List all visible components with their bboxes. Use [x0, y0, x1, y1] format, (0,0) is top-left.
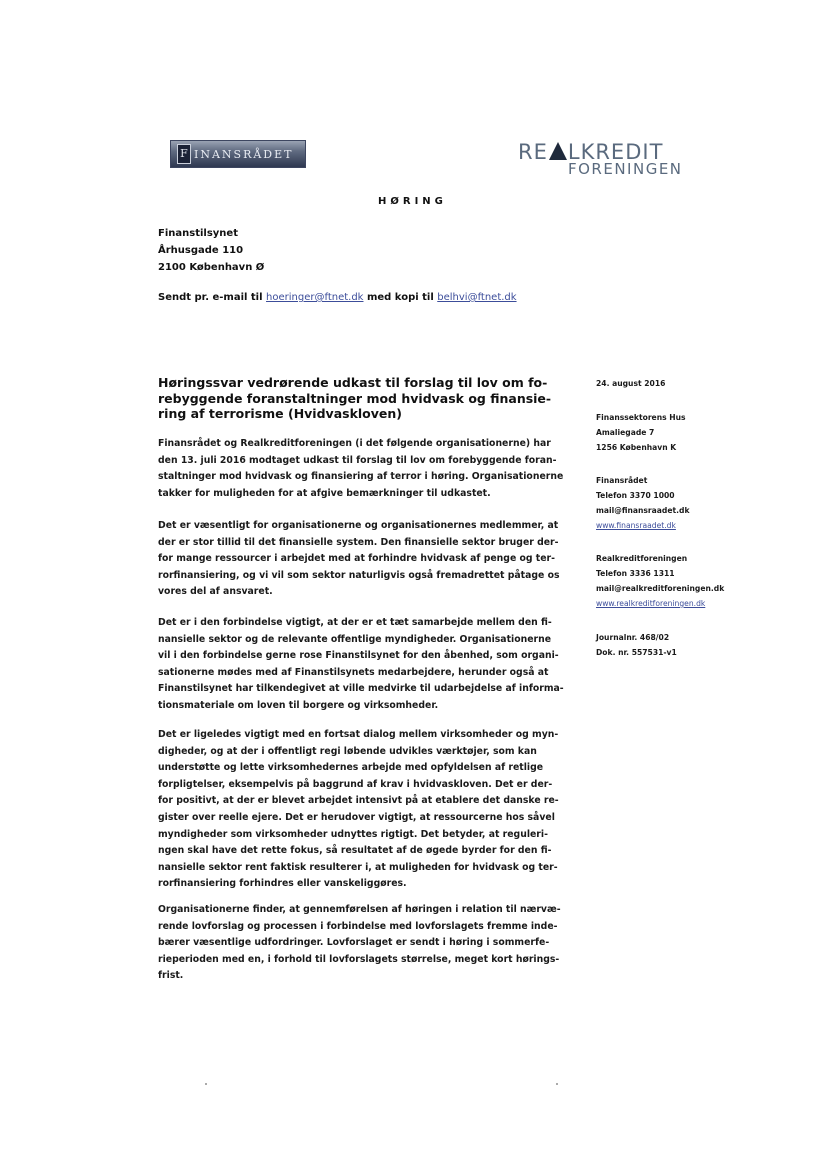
text-line: tionsmateriale om loven til borgere og virksomheder.	[158, 699, 439, 711]
realkredit-contact	[596, 551, 724, 611]
finansraadet-web-link[interactable]: www.finansraadet.dk	[596, 521, 676, 530]
email-link-belhvi[interactable]: belhvi@ftnet.dk	[437, 292, 517, 303]
text-line: Finanstilsynet har tilkendegivet at ville medvirke til udarbejdelse af informa-	[158, 683, 564, 695]
text-line: der er stor tillid til det finansielle system. Den finansielle sektor bruger der-	[158, 536, 559, 548]
heading-line: Høringssvar vedrørende udkast til forslag til lov om fo-	[158, 375, 548, 390]
letter-date: 24. august 2016	[596, 379, 666, 388]
address-block	[596, 410, 686, 455]
heading-line: ring af terrorisme (Hvidvaskloven)	[158, 406, 402, 421]
scan-speck	[205, 1083, 207, 1085]
text-line: rieperioden med en, i forhold til lovforslagets størrelse, meget kort hørings-	[158, 953, 560, 965]
realkredit-logo-re: RE	[518, 140, 548, 164]
scan-speck	[556, 1083, 558, 1085]
paragraph-1	[158, 436, 563, 502]
text-line: understøtte og lette virksomhedernes arbejde med opfyldelsen af retlige	[158, 762, 544, 774]
text-line: ngen skal have det rette fokus, så resultatet af de øgede byrder for den fi-	[158, 845, 552, 857]
realkredit-logo-line2: FORENINGEN	[568, 160, 683, 178]
contact-phone: Telefon 3370 1000	[596, 491, 675, 500]
text-line: gister over reelle ejere. Det er herudover vigtigt, at ressourcerne hos såvel	[158, 811, 555, 823]
document-title: HØRING	[378, 196, 447, 207]
paragraph-5	[158, 902, 563, 985]
recipient-city: 2100 København Ø	[158, 262, 265, 273]
text-line: sationerne mødes med af Finanstilsynets medarbejdere, herunder også at	[158, 666, 549, 678]
text-line: for positivt, at der er blevet arbejdet intensivt på at etablere det danske re-	[158, 795, 559, 807]
recipient-name: Finanstilsynet	[158, 228, 238, 239]
text-line: bærer væsentlige udfordringer. Lovforslaget er sendt i høring i sommerfe-	[158, 937, 550, 949]
text-line: vil i den forbindelse gerne rose Finanstilsynet for den åbenhed, som organi-	[158, 650, 559, 662]
text-line: Det er i den forbindelse vigtigt, at der er et tæt samarbejde mellem den fi-	[158, 617, 552, 628]
finansraadet-contact	[596, 473, 690, 533]
sent-prefix: Sendt pr. e-mail til	[158, 292, 263, 303]
finansraadet-logo-initial: F	[177, 144, 191, 164]
sent-line	[158, 292, 517, 303]
text-line: rende lovforslag og processen i forbindelse med lovforslagets fremme inde-	[158, 920, 558, 932]
realkredit-logo-lkredit: LKREDIT	[567, 140, 664, 164]
text-line: frist.	[158, 970, 184, 982]
paragraph-3	[158, 615, 563, 715]
text-line: Organisationerne finder, at gennemførelsen af høringen i relation til nærvæ-	[158, 904, 561, 915]
address-line: Finanssektorens Hus	[596, 413, 686, 422]
realkredit-web-link[interactable]: www.realkreditforeningen.dk	[596, 599, 706, 608]
letter-heading	[158, 375, 558, 422]
text-line: digheder, og at der i offentligt regi løbende udvikles værktøjer, som kan	[158, 745, 537, 757]
text-line: vores del af ansvaret.	[158, 586, 273, 598]
text-line: rorfinansiering, og vi vil som sektor naturligvis også fremadrettet påtage os	[158, 569, 560, 581]
reference-block	[596, 630, 677, 660]
text-line: Det er væsentligt for organisationerne og organisationernes medlemmer, at	[158, 520, 559, 531]
email-link-hoeringer[interactable]: hoeringer@ftnet.dk	[266, 292, 364, 303]
contact-email: mail@finansraadet.dk	[596, 506, 690, 515]
document-number: Dok. nr. 557531-v1	[596, 648, 677, 657]
text-line: staltninger mod hvidvask og finansiering af terror i høring. Organisationerne	[158, 471, 564, 483]
address-line: 1256 København K	[596, 443, 677, 452]
contact-org-name: Realkreditforeningen	[596, 554, 688, 563]
finansraadet-logo-text: INANSRÅDET	[194, 147, 294, 161]
sent-middle: med kopi til	[366, 292, 434, 303]
contact-email: mail@realkreditforeningen.dk	[596, 584, 725, 593]
paragraph-4	[158, 727, 563, 893]
recipient-street: Århusgade 110	[158, 245, 244, 256]
text-line: takker for muligheden for at afgive bemærkninger til udkastet.	[158, 487, 491, 499]
contact-org-name: Finansrådet	[596, 476, 648, 485]
text-line: den 13. juli 2016 modtaget udkast til forslag til lov om forebyggende foran-	[158, 454, 557, 466]
journal-number: Journalnr. 468/02	[596, 633, 670, 642]
paragraph-2	[158, 518, 563, 601]
text-line: rorfinansiering forhindres eller vanskeliggøres.	[158, 878, 407, 890]
text-line: nansielle sektor og de relevante offentlige myndigheder. Organisationerne	[158, 633, 552, 645]
text-line: for mange ressourcer i arbejdet med at forhindre hvidvask af penge og ter-	[158, 553, 555, 565]
text-line: myndigheder som virksomheder udnyttes rigtigt. Det betyder, at reguleri-	[158, 828, 548, 840]
text-line: Det er ligeledes vigtigt med en fortsat dialog mellem virksomheder og myn-	[158, 729, 559, 740]
text-line: Finansrådet og Realkreditforeningen (i det følgende organisationerne) har	[158, 438, 551, 449]
text-line: nansielle sektor rent faktisk resulterer i, at muligheden for hvidvask og ter-	[158, 861, 558, 873]
triangle-icon	[549, 142, 567, 160]
contact-phone: Telefon 3336 1311	[596, 569, 675, 578]
finansraadet-logo	[170, 140, 306, 168]
text-line: forpligtelser, eksempelvis på baggrund af krav i hvidvaskloven. Det er der-	[158, 778, 553, 790]
realkreditforeningen-logo	[518, 140, 688, 180]
heading-line: rebyggende foranstaltninger mod hvidvask og finansie-	[158, 390, 552, 406]
address-line: Amaliegade 7	[596, 428, 655, 437]
